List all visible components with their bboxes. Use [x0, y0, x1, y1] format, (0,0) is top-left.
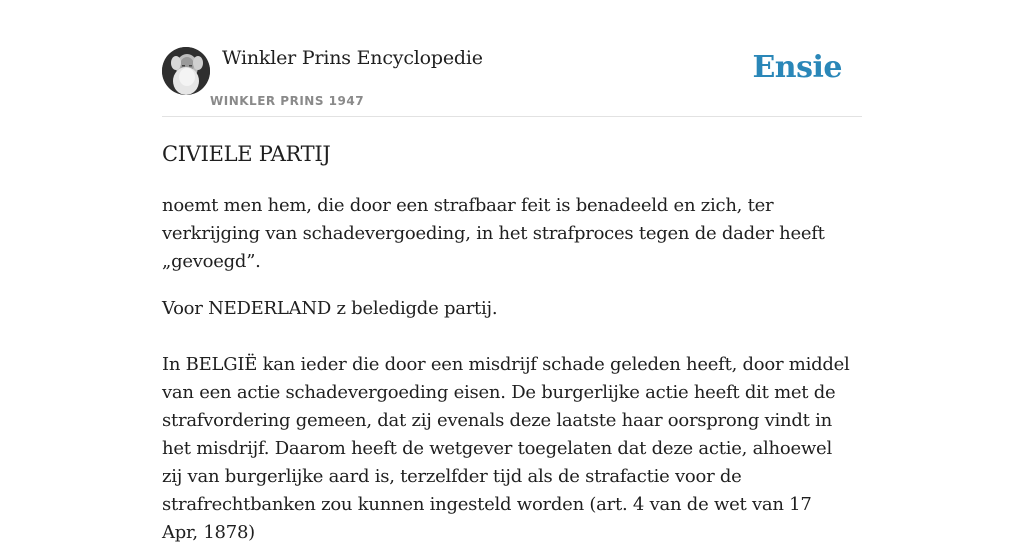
article-paragraph: In BELGIË kan ieder die door een misdrijf schade geleden heeft, door middel van een actie schadevergoeding eisen. De burgerlijke actie heeft dit met de strafvordering gemeen, dat zij evenals deze laatste haar oorsprong vindt in het misdrijf. Daarom heeft de wetgever toegelaten dat deze actie, alhoewel zij van burgerlijke aard is, terzelfder tijd als de strafactie voor de strafrechtbanken zou kunnen ingesteld worden (art. 4 van de wet van 17 Apr, 1878) [162, 354, 850, 543]
source-edition: WINKLER PRINS 1947 [210, 94, 365, 108]
article-body [162, 192, 852, 547]
article-title: CIVIELE PARTIJ [162, 142, 331, 166]
source-title[interactable]: Winkler Prins Encyclopedie [222, 47, 483, 69]
ensie-logo[interactable]: Ensie [752, 50, 842, 85]
source-header [162, 44, 862, 117]
portrait-avatar-icon[interactable] [162, 47, 210, 95]
article-paragraph: Voor NEDERLAND z beledigde partij. [162, 298, 498, 319]
article-paragraph: noemt men hem, die door een strafbaar feit is benadeeld en zich, ter verkrijging van schadevergoeding, in het strafproces tegen de dader heeft „gevoegd”. [162, 195, 825, 272]
